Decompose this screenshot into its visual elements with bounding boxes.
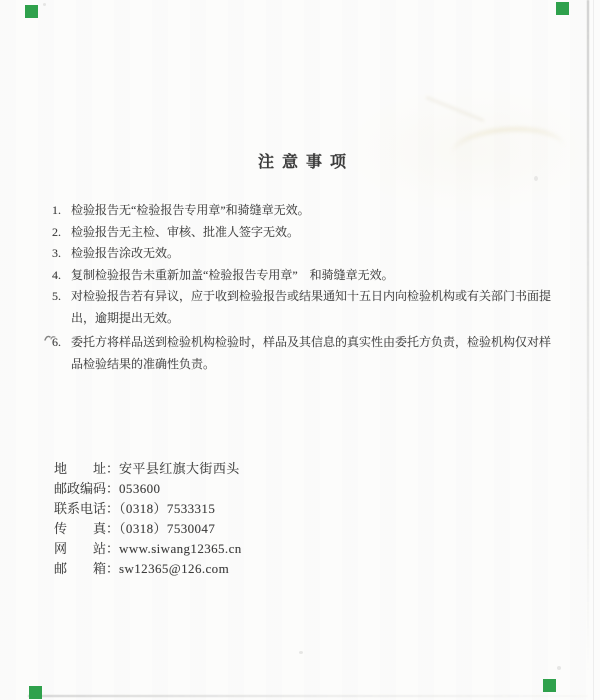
notice-list — [0, 200, 600, 375]
notice-item-2 — [0, 222, 600, 244]
notice-item-text: 检验报告无主检、审核、批准人签字无效。 — [71, 224, 300, 239]
contact-row-phone — [54, 499, 242, 519]
scan-stain-streak — [426, 96, 484, 121]
contact-value: （0318）7530047 — [119, 521, 216, 536]
corner-marker-top-right — [556, 2, 569, 15]
notice-item-text: 复制检验报告未重新加盖“检验报告专用章” 和骑缝章无效。 — [71, 267, 394, 282]
contact-row-fax — [54, 519, 242, 539]
contact-colon: ： — [106, 481, 120, 496]
contact-value: sw12365@126.com — [119, 561, 230, 576]
notice-item-text: 对检验报告若有异议，应于收到检验报告或结果通知十五日内向检验机构或有关部门书面提 — [71, 289, 552, 303]
notice-item-number: 5. — [52, 289, 61, 303]
contact-colon: ： — [106, 561, 120, 576]
notice-item-4 — [0, 265, 600, 287]
notice-item-text: 委托方将样品送到检验机构检验时，样品及其信息的真实性由委托方负责，检验机构仅对样 — [71, 335, 552, 349]
contact-value: www.siwang12365.cn — [119, 541, 242, 556]
scan-speck — [43, 3, 46, 6]
contact-colon: ： — [106, 501, 120, 516]
corner-marker-bottom-left — [29, 686, 42, 699]
page-edge-shadow-bottom — [28, 695, 588, 697]
notice-item-6 — [0, 332, 600, 375]
contact-label: 网 站 — [54, 541, 107, 556]
contact-colon: ： — [106, 521, 120, 536]
contact-label: 传 真 — [54, 521, 107, 536]
contact-row-website — [54, 539, 242, 559]
pencil-mark-artifact — [43, 331, 57, 342]
notice-item-3 — [0, 243, 600, 265]
notice-item-number: 2. — [52, 224, 61, 239]
notice-item-5 — [0, 286, 600, 329]
page-title: 注 意 事 项 — [257, 154, 348, 171]
notice-item-number: 4. — [52, 267, 61, 282]
contact-colon: ： — [106, 541, 120, 556]
contact-value: （0318）7533315 — [119, 501, 216, 516]
contact-info — [54, 459, 242, 579]
contact-label: 地 址 — [54, 461, 107, 476]
notice-item-1 — [0, 200, 600, 222]
contact-row-address — [54, 459, 242, 479]
corner-marker-top-left — [25, 5, 38, 18]
notice-item-number: 1. — [52, 203, 61, 217]
notice-item-text: 检验报告无“检验报告专用章”和骑缝章无效。 — [71, 203, 310, 217]
scan-speck — [299, 651, 303, 654]
contact-value: 053600 — [119, 481, 161, 496]
notice-item-number: 6. — [52, 335, 61, 349]
notice-item-number: 3. — [52, 246, 61, 260]
page-edge-shadow-right — [587, 0, 589, 672]
scan-speck — [557, 666, 561, 670]
page-edge-line-right — [593, 0, 594, 700]
contact-label: 联系电话 — [54, 501, 107, 516]
contact-label: 邮政编码 — [54, 481, 107, 496]
contact-label: 邮 箱 — [54, 561, 107, 576]
contact-row-postcode — [54, 479, 242, 499]
contact-colon: ： — [106, 461, 120, 476]
scan-speck — [534, 176, 538, 181]
notice-item-text: 出，逾期提出无效。 — [71, 310, 180, 325]
contact-row-email — [54, 559, 242, 579]
contact-value: 安平县红旗大街西头 — [119, 461, 240, 476]
notice-item-text: 检验报告涂改无效。 — [71, 246, 180, 260]
corner-marker-bottom-right — [543, 679, 556, 692]
notice-item-text: 品检验结果的准确性负责。 — [71, 356, 216, 371]
